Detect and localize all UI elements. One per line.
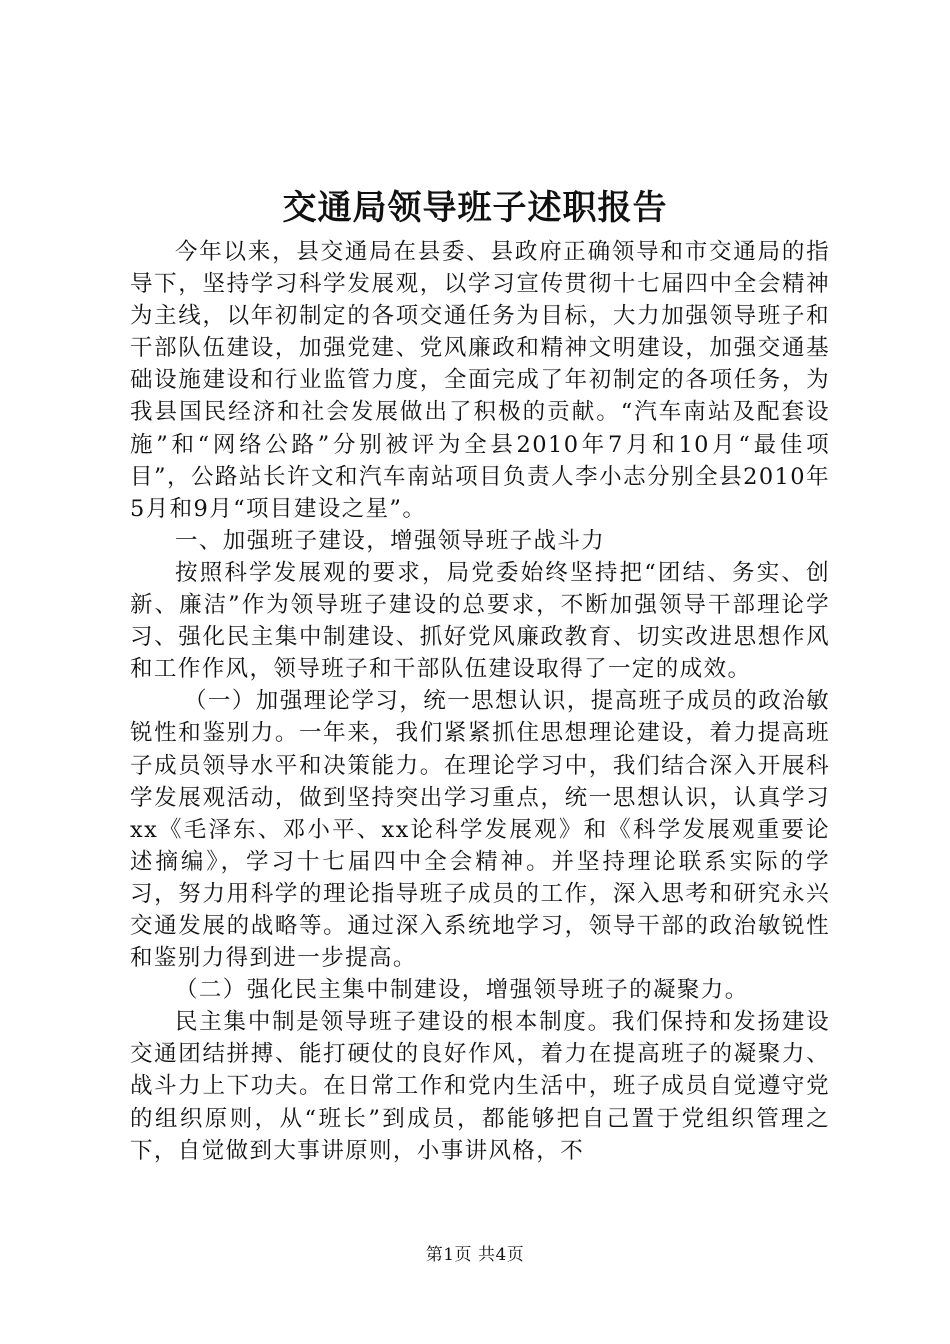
document-title: 交通局领导班子述职报告: [282, 188, 668, 228]
section-heading-1: 一、加强班子建设，增强领导班子战斗力: [175, 527, 606, 554]
intro-paragraph: 今年以来，县交通局在县委、县政府正确领导和市交通局的指导下，坚持学习科学发展观，以学习宣传贯彻十七届四中全会精神为主线，以年初制定的各项交通任务为目标，大力加强领导班子和干部队伍建设，加强党建、党风廉政和精神文明建设，加强交通基础设施建设和行业监管力度，全面完成了年初制定的各项任务，为我县国民经济和社会发展做出了积极的贡献。“汽车南站及配套设施”和“网络公路”分别被评为全县2010年7月和10月“最佳项目”，公路站长许文和汽车南站项目负责人李小志分别全县2010年5月和9月“项目建设之星”。: [130, 239, 830, 522]
document-body: [130, 236, 830, 1167]
section-1-paragraph: 按照科学发展观的要求，局党委始终坚持把“团结、务实、创新、廉洁”作为领导班子建设的总要求，不断加强领导干部理论学习、强化民主集中制建设、抓好党风廉政教育、切实改进思想作风和工作作风，领导班子和干部队伍建设取得了一定的成效。: [130, 559, 830, 683]
page-number: 第1页 共4页: [425, 1245, 525, 1265]
subsection-1-paragraph: （一）加强理论学习，统一思想认识，提高班子成员的政治敏锐性和鉴别力。一年来，我们紧紧抓住思想理论建设，着力提高班子成员领导水平和决策能力。在理论学习中，我们结合深入开展科学发展观活动，做到坚持突出学习重点，统一思想认识，认真学习xx《毛泽东、邓小平、xx论科学发展观》和《科学发展观重要论述摘编》，学习十七届四中全会精神。并坚持理论联系实际的学习，努力用科学的理论指导班子成员的工作，深入思考和研究永兴交通发展的战略等。通过深入系统地学习，领导干部的政治敏锐性和鉴别力得到进一步提高。: [130, 688, 830, 972]
subsection-heading-2: （二）强化民主集中制建设，增强领导班子的凝聚力。: [175, 977, 749, 1004]
subsection-2-paragraph: 民主集中制是领导班子建设的根本制度。我们保持和发扬建设交通团结拼搏、能打硬仗的良好作风，着力在提高班子的凝聚力、战斗力上下功夫。在日常工作和党内生活中，班子成员自觉遵守党的组织原则，从“班长”到成员，都能够把自己置于党组织管理之下，自觉做到大事讲原则，小事讲风格，不: [130, 1009, 830, 1164]
